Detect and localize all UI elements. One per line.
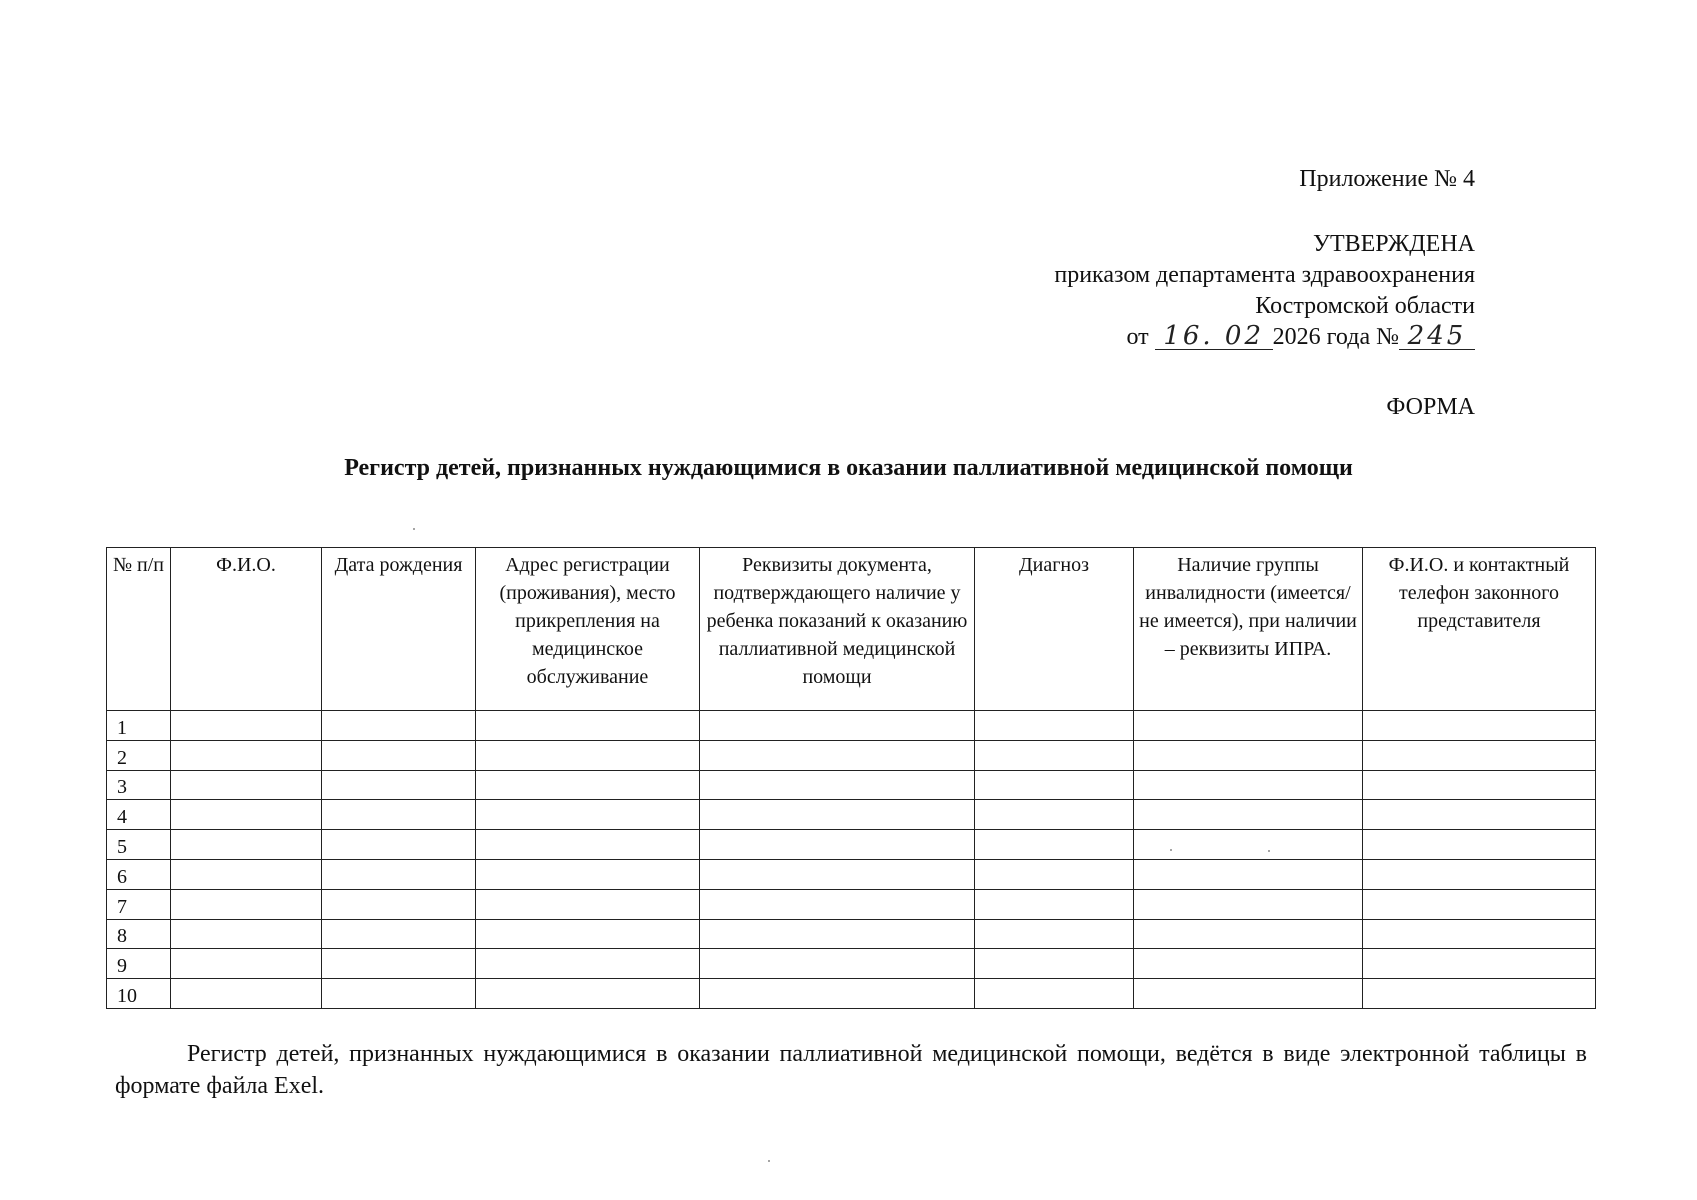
empty-cell[interactable] <box>975 740 1134 770</box>
row-number: 10 <box>107 979 171 1009</box>
empty-cell[interactable] <box>975 949 1134 979</box>
empty-cell[interactable] <box>1363 711 1596 741</box>
table-row <box>107 830 1596 860</box>
empty-cell[interactable] <box>476 711 700 741</box>
empty-cell[interactable] <box>1134 800 1363 830</box>
empty-cell[interactable] <box>476 770 700 800</box>
empty-cell[interactable] <box>975 711 1134 741</box>
empty-cell[interactable] <box>476 979 700 1009</box>
empty-cell[interactable] <box>700 889 975 919</box>
empty-cell[interactable] <box>1134 979 1363 1009</box>
empty-cell[interactable] <box>975 979 1134 1009</box>
approved-label: УТВЕРЖДЕНА <box>1312 231 1475 257</box>
empty-cell[interactable] <box>700 949 975 979</box>
column-header-birth-date: Дата рождения <box>322 548 476 711</box>
column-header-fio: Ф.И.О. <box>171 548 322 711</box>
row-number: 6 <box>107 859 171 889</box>
row-number: 4 <box>107 800 171 830</box>
order-line-2: Костромской области <box>1255 293 1475 319</box>
empty-cell[interactable] <box>322 859 476 889</box>
empty-cell[interactable] <box>322 740 476 770</box>
empty-cell[interactable] <box>1134 949 1363 979</box>
empty-cell[interactable] <box>171 949 322 979</box>
scan-speck <box>1170 849 1172 851</box>
table-body <box>107 711 1596 1009</box>
empty-cell[interactable] <box>1363 740 1596 770</box>
empty-cell[interactable] <box>975 830 1134 860</box>
empty-cell[interactable] <box>1134 830 1363 860</box>
empty-cell[interactable] <box>700 859 975 889</box>
empty-cell[interactable] <box>171 740 322 770</box>
empty-cell[interactable] <box>1134 740 1363 770</box>
empty-cell[interactable] <box>1363 979 1596 1009</box>
empty-cell[interactable] <box>322 830 476 860</box>
handwritten-order-number: 245 <box>1399 323 1475 350</box>
table-row <box>107 740 1596 770</box>
table-header-row <box>107 548 1596 711</box>
empty-cell[interactable] <box>1134 919 1363 949</box>
empty-cell[interactable] <box>700 711 975 741</box>
empty-cell[interactable] <box>1363 859 1596 889</box>
table-row <box>107 800 1596 830</box>
from-prefix: от <box>1126 324 1149 350</box>
empty-cell[interactable] <box>322 919 476 949</box>
empty-cell[interactable] <box>476 800 700 830</box>
approval-block <box>1054 229 1475 353</box>
empty-cell[interactable] <box>171 830 322 860</box>
empty-cell[interactable] <box>1363 830 1596 860</box>
order-line-1: приказом департамента здравоохранения <box>1054 262 1475 288</box>
scan-speck <box>413 528 415 530</box>
empty-cell[interactable] <box>1363 889 1596 919</box>
scan-speck <box>1268 850 1270 852</box>
empty-cell[interactable] <box>322 979 476 1009</box>
empty-cell[interactable] <box>476 740 700 770</box>
table-row <box>107 711 1596 741</box>
table-row <box>107 889 1596 919</box>
empty-cell[interactable] <box>322 800 476 830</box>
empty-cell[interactable] <box>1134 770 1363 800</box>
empty-cell[interactable] <box>322 770 476 800</box>
empty-cell[interactable] <box>1134 889 1363 919</box>
empty-cell[interactable] <box>171 800 322 830</box>
empty-cell[interactable] <box>476 949 700 979</box>
row-number: 9 <box>107 949 171 979</box>
column-header-representative: Ф.И.О. и контактный телефон законного представителя <box>1363 548 1596 711</box>
empty-cell[interactable] <box>975 919 1134 949</box>
row-number: 5 <box>107 830 171 860</box>
empty-cell[interactable] <box>476 830 700 860</box>
empty-cell[interactable] <box>171 859 322 889</box>
empty-cell[interactable] <box>1363 949 1596 979</box>
empty-cell[interactable] <box>171 770 322 800</box>
table-row <box>107 919 1596 949</box>
table-row <box>107 859 1596 889</box>
empty-cell[interactable] <box>1363 800 1596 830</box>
empty-cell[interactable] <box>700 740 975 770</box>
document-title: Регистр детей, признанных нуждающимися в оказании паллиативной медицинской помощи <box>344 455 1353 481</box>
appendix-label: Приложение № 4 <box>1299 166 1475 192</box>
empty-cell[interactable] <box>1363 770 1596 800</box>
empty-cell[interactable] <box>975 800 1134 830</box>
handwritten-date: 16. 02 <box>1155 323 1273 350</box>
column-header-address: Адрес регистрации (проживания), место прикрепления на медицинское обслуживание <box>476 548 700 711</box>
empty-cell[interactable] <box>1134 711 1363 741</box>
empty-cell[interactable] <box>975 770 1134 800</box>
column-header-number: № п/п <box>107 548 171 711</box>
column-header-diagnosis: Диагноз <box>975 548 1134 711</box>
empty-cell[interactable] <box>476 919 700 949</box>
column-header-disability: Наличие группы инвалидности (имеется/не имеется), при наличии – реквизиты ИПРА. <box>1134 548 1363 711</box>
column-header-document: Реквизиты документа, подтверждающего наличие у ребенка показаний к оказанию паллиативной медицинской помощи <box>700 548 975 711</box>
table-row <box>107 949 1596 979</box>
year-text: 2026 года № <box>1272 324 1399 350</box>
empty-cell[interactable] <box>975 859 1134 889</box>
empty-cell[interactable] <box>171 919 322 949</box>
empty-cell[interactable] <box>476 889 700 919</box>
row-number: 7 <box>107 889 171 919</box>
form-label: ФОРМА <box>1386 394 1475 420</box>
empty-cell[interactable] <box>322 949 476 979</box>
row-number: 8 <box>107 919 171 949</box>
empty-cell[interactable] <box>171 711 322 741</box>
empty-cell[interactable] <box>1363 919 1596 949</box>
empty-cell[interactable] <box>700 770 975 800</box>
empty-cell[interactable] <box>476 859 700 889</box>
register-table <box>106 547 1596 1009</box>
empty-cell[interactable] <box>975 889 1134 919</box>
row-number: 1 <box>107 711 171 741</box>
empty-cell[interactable] <box>171 979 322 1009</box>
note-paragraph: Регистр детей, признанных нуждающимися в оказании паллиативной медицинской помощи, ведётся в виде электронной таблицы в формате файла Exel. <box>115 1041 1587 1099</box>
empty-cell[interactable] <box>322 889 476 919</box>
empty-cell[interactable] <box>700 800 975 830</box>
row-number: 3 <box>107 770 171 800</box>
table-row <box>107 770 1596 800</box>
empty-cell[interactable] <box>171 889 322 919</box>
empty-cell[interactable] <box>700 830 975 860</box>
order-date-line <box>1054 322 1475 353</box>
empty-cell[interactable] <box>700 919 975 949</box>
table-row <box>107 979 1596 1009</box>
empty-cell[interactable] <box>700 979 975 1009</box>
empty-cell[interactable] <box>322 711 476 741</box>
row-number: 2 <box>107 740 171 770</box>
empty-cell[interactable] <box>1134 859 1363 889</box>
scan-speck <box>768 1160 770 1162</box>
